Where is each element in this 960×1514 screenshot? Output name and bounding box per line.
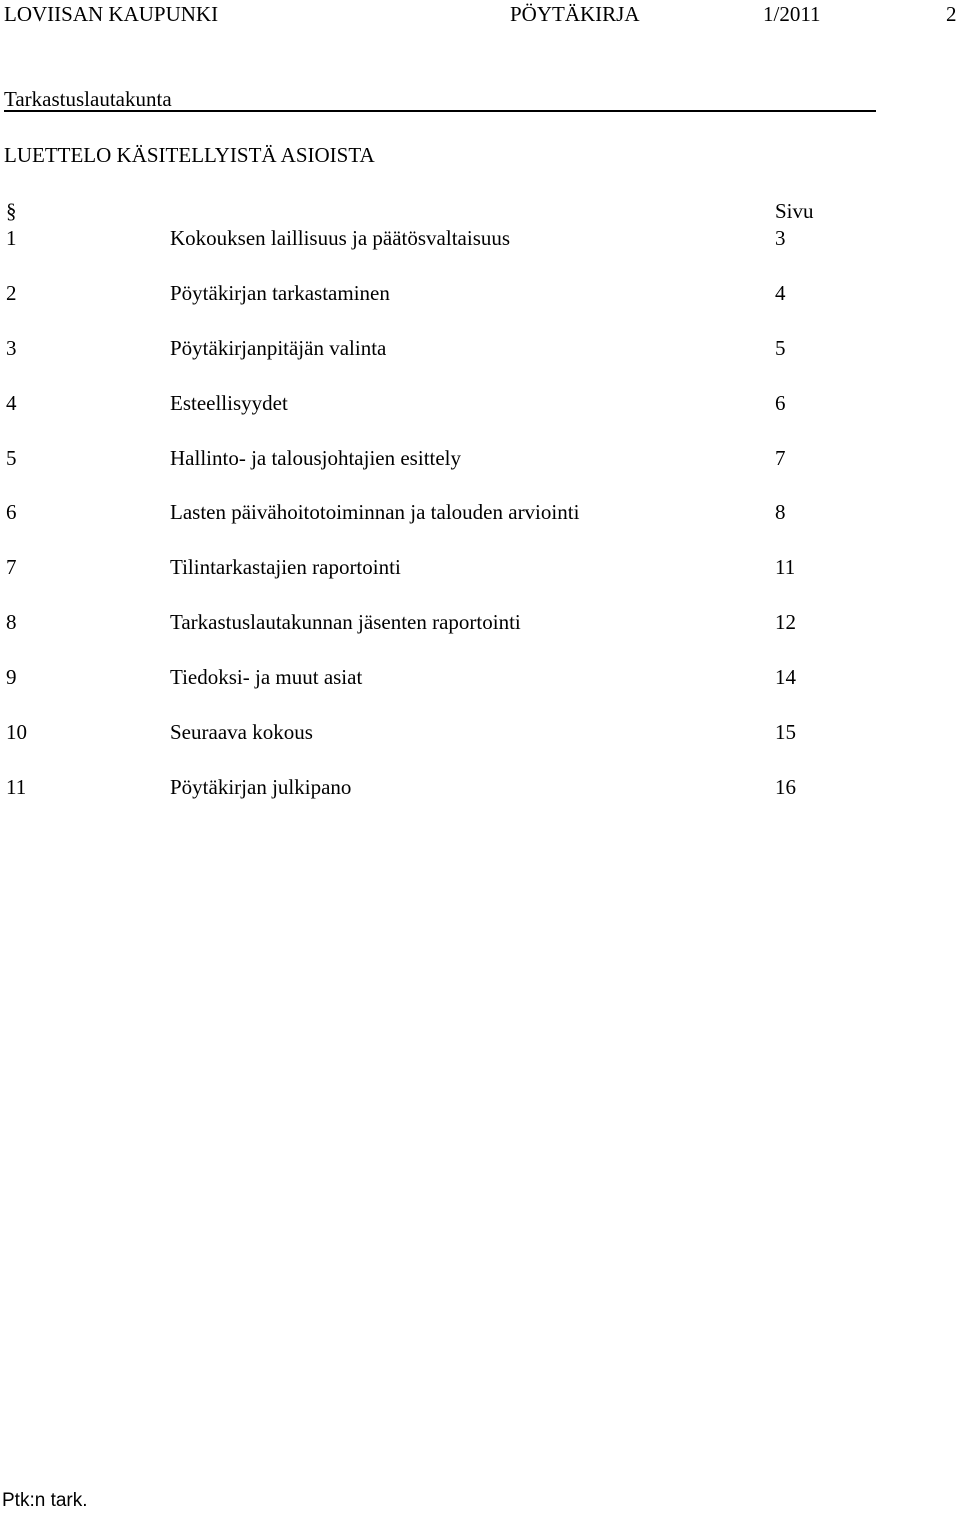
agenda-item: [0, 500, 960, 555]
item-page: 3: [775, 226, 786, 250]
agenda-item: [0, 281, 960, 336]
item-title: Pöytäkirjanpitäjän valinta: [170, 335, 387, 360]
item-title: Seuraava kokous: [170, 720, 313, 745]
agenda-item: [0, 446, 960, 501]
item-page: 12: [775, 610, 796, 635]
item-number: 9: [6, 665, 17, 690]
item-number: 10: [6, 720, 27, 745]
agenda-item: [0, 720, 960, 775]
item-number: 4: [6, 390, 17, 415]
item-title: Lasten päivähoitotoiminnan ja talouden arviointi: [170, 500, 580, 525]
item-title: Tiedoksi- ja muut asiat: [170, 665, 363, 690]
item-title: Tarkastuslautakunnan jäsenten raportointi: [170, 610, 521, 635]
agenda-item: [0, 336, 960, 391]
item-number: 3: [6, 335, 17, 360]
agenda-item: [0, 226, 960, 281]
agenda-list: [0, 226, 960, 830]
organization-name: LOVIISAN KAUPUNKI: [4, 2, 219, 26]
committee-name: Tarkastuslautakunta: [4, 87, 172, 111]
item-number: 7: [6, 555, 17, 580]
item-page: 15: [775, 720, 796, 745]
item-number: 11: [6, 774, 27, 799]
item-page: 14: [775, 665, 796, 690]
item-page: 6: [775, 390, 786, 415]
section-column-header: §: [6, 199, 17, 223]
item-number: 5: [6, 445, 17, 470]
item-number: 6: [6, 500, 17, 525]
item-number: 2: [6, 280, 17, 305]
item-page: 16: [775, 774, 796, 799]
item-title: Hallinto- ja talousjohtajien esittely: [170, 445, 462, 470]
agenda-item: [0, 775, 960, 830]
item-title: Tilintarkastajien raportointi: [170, 555, 401, 580]
item-page: 11: [775, 555, 796, 580]
item-number: 1: [6, 226, 17, 250]
agenda-item: [0, 555, 960, 610]
item-title: Pöytäkirjan julkipano: [170, 774, 352, 799]
page-column-header: Sivu: [775, 199, 814, 223]
agenda-item: [0, 610, 960, 665]
page-number: 2: [946, 2, 957, 26]
minutes-check-label: Ptk:n tark.: [2, 1490, 88, 1511]
agenda-item: [0, 391, 960, 446]
item-page: 4: [775, 280, 786, 305]
item-number: 8: [6, 610, 17, 635]
item-title: Pöytäkirjan tarkastaminen: [170, 280, 390, 305]
document-type: PÖYTÄKIRJA: [510, 2, 640, 26]
item-title: Kokouksen laillisuus ja päätösvaltaisuus: [170, 226, 511, 250]
list-title: LUETTELO KÄSITELLYISTÄ ASIOISTA: [4, 143, 375, 167]
document-number: 1/2011: [763, 2, 821, 26]
item-page: 8: [775, 500, 786, 525]
agenda-item: [0, 665, 960, 720]
item-title: Esteellisyydet: [170, 390, 288, 415]
item-page: 7: [775, 445, 786, 470]
header-divider: [4, 110, 876, 112]
item-page: 5: [775, 335, 786, 360]
